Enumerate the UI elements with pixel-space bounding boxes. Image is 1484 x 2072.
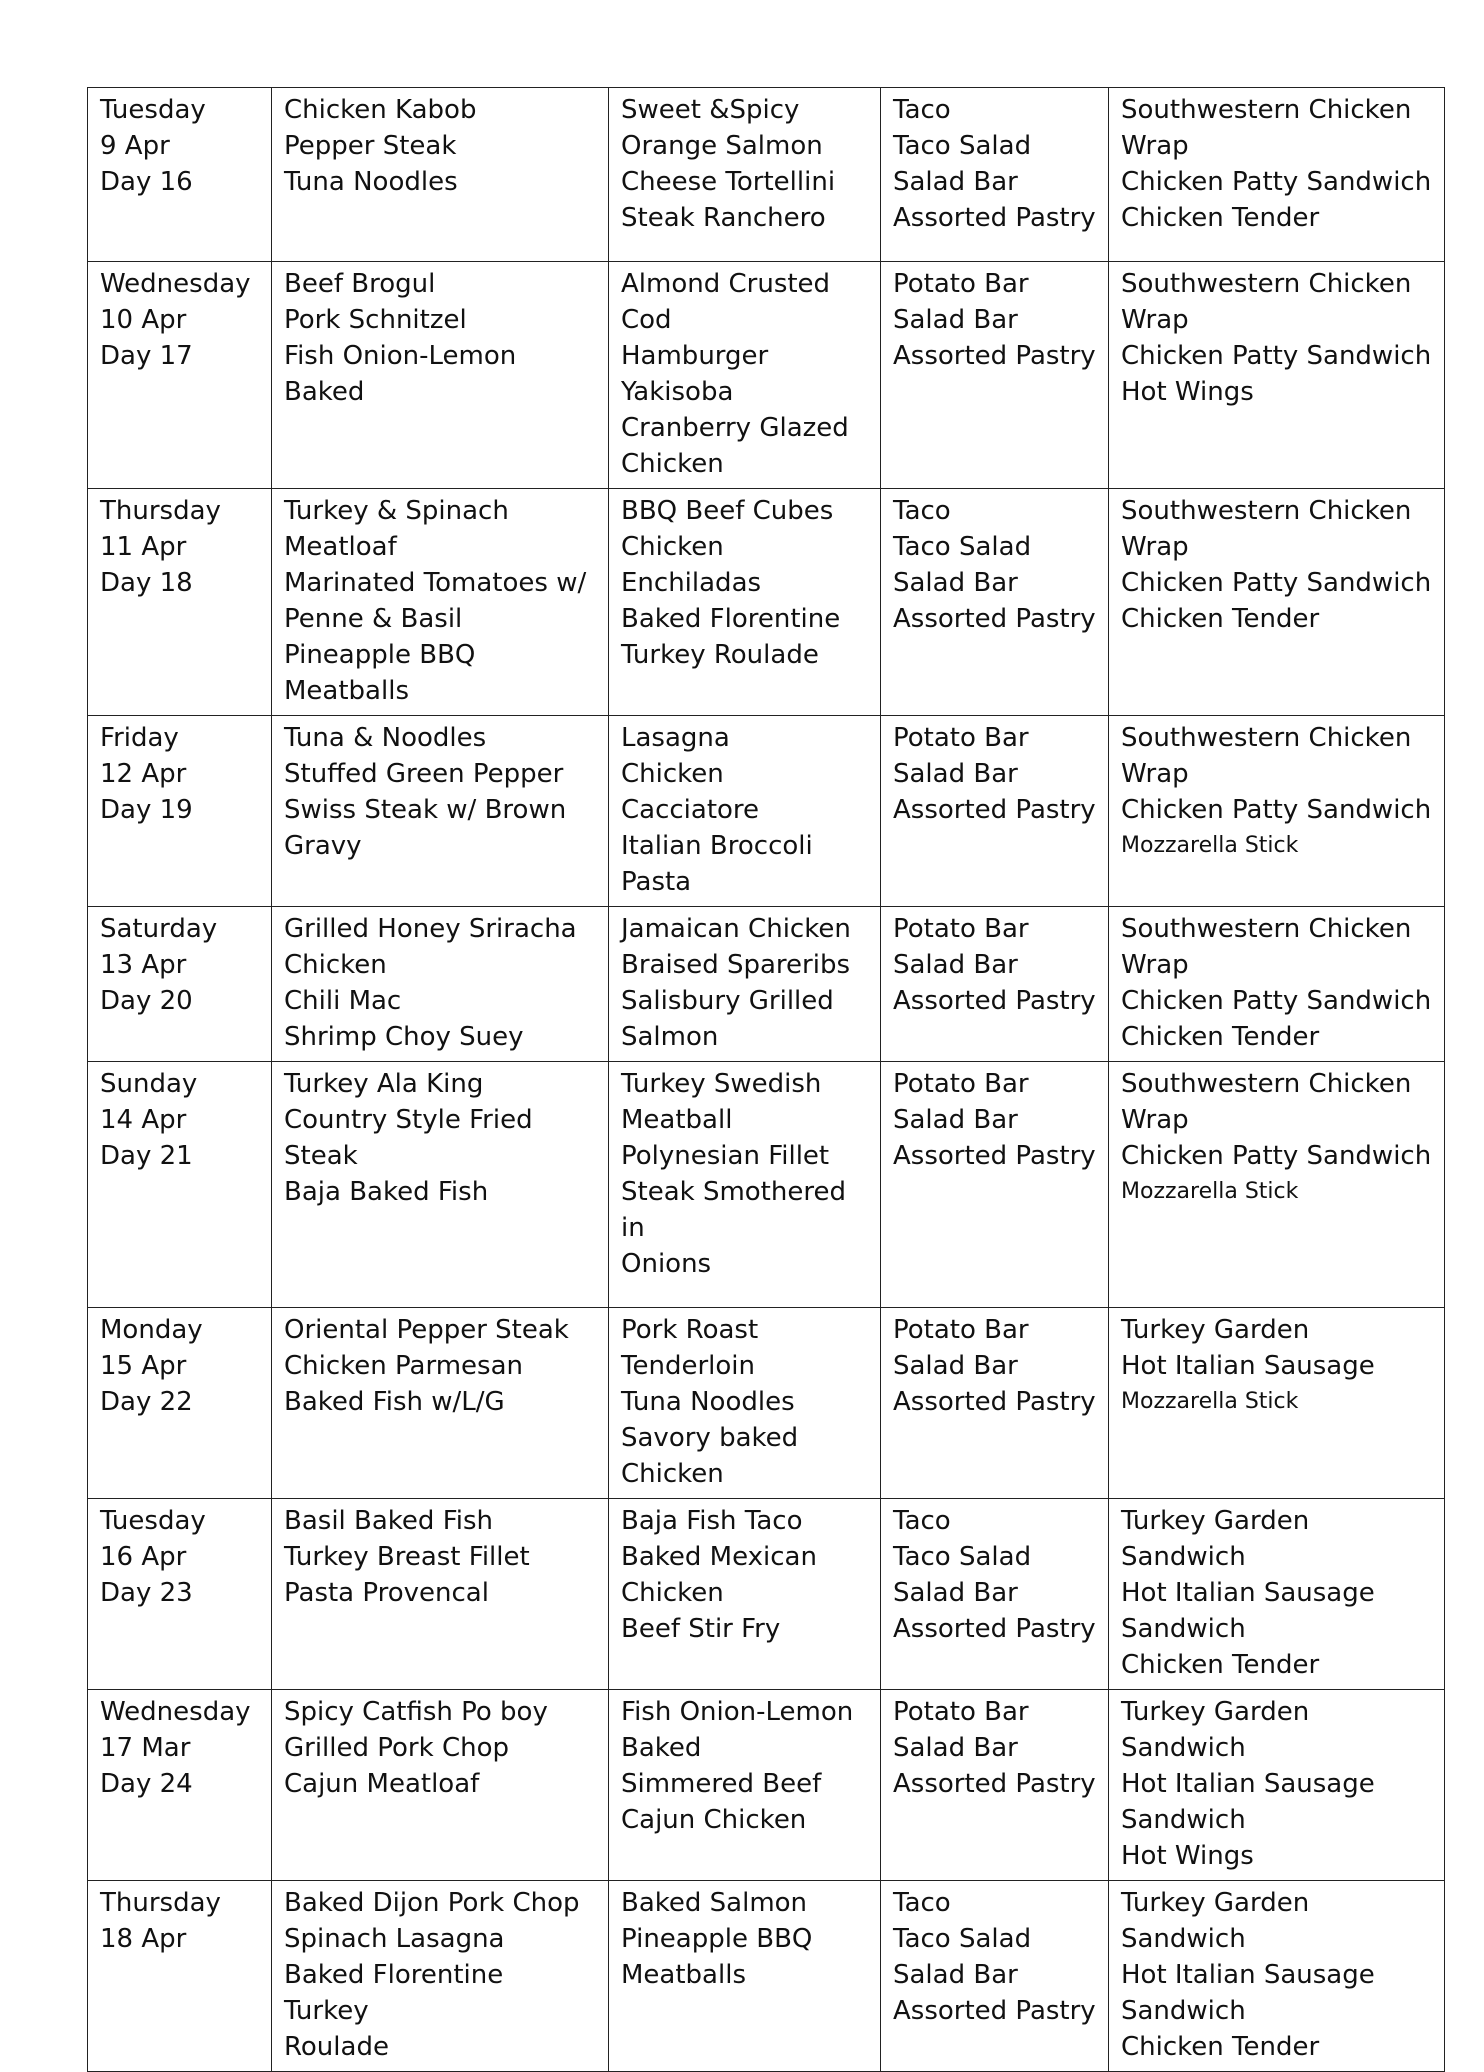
bar-cell [881,489,1109,716]
cell-line: Turkey Garden Sandwich [1121,1697,1310,1763]
cell-line: Chicken Patty Sandwich [1121,341,1432,371]
cell-line: Assorted Pastry [893,1614,1096,1644]
entree-a-cell [272,907,609,1062]
cell-line: Orange Salmon [621,131,823,161]
table-row [88,1062,1445,1308]
entree-a-cell [272,262,609,489]
cell-line: Salisbury Grilled [621,986,834,1016]
cell-line: Chicken Patty Sandwich [1121,167,1432,197]
cell-line: Hot Italian Sausage [1121,1351,1375,1381]
day-cell [88,489,272,716]
cell-line: 12 Apr [100,759,187,789]
cell-line: Assorted Pastry [893,341,1096,371]
cell-line: Savory baked [621,1423,799,1453]
cell-line: Baked Fish w/L/G [284,1387,505,1417]
entree-b-cell [609,1881,881,2072]
cell-line: Chicken Patty Sandwich [1121,986,1432,1016]
cell-line: Assorted Pastry [893,1769,1096,1799]
cell-line: Taco Salad [893,1924,1032,1954]
cell-line: Jamaican Chicken [621,914,851,944]
grill-cell [1109,1062,1445,1308]
cell-line: Salad Bar [893,1351,1018,1381]
bar-cell [881,1062,1109,1308]
cell-line: Baked Mexican [621,1542,817,1572]
cell-line: Assorted Pastry [893,1996,1096,2026]
cell-line: Marinated Tomatoes w/ [284,568,587,598]
cell-line: Wrap [1121,1105,1189,1135]
cell-line: Chicken Patty Sandwich [1121,568,1432,598]
cell-line: 9 Apr [100,131,170,161]
entree-b-cell [609,262,881,489]
bar-cell [881,1690,1109,1881]
menu-table [87,87,1445,2072]
cell-line: Oriental Pepper Steak [284,1315,569,1345]
table-row [88,716,1445,907]
cell-line: Pineapple BBQ [621,1924,813,1954]
cell-line: Cajun Chicken [621,1805,807,1835]
cell-line: Assorted Pastry [893,203,1096,233]
cell-line: Day 23 [100,1578,193,1608]
grill-cell [1109,262,1445,489]
cell-line: Salad Bar [893,759,1018,789]
cell-line: Chicken [621,1459,724,1489]
cell-line: Onions [621,1249,712,1279]
entree-b-cell [609,489,881,716]
cell-line: Wrap [1121,305,1189,335]
cell-line: Spinach Lasagna [284,1924,505,1954]
cell-line: Assorted Pastry [893,986,1096,1016]
cell-line: Southwestern Chicken [1121,269,1412,299]
grill-cell [1109,1690,1445,1881]
day-cell [88,1062,272,1308]
cell-line: Saturday [100,914,218,944]
cell-line: Beef Brogul [284,269,436,299]
cell-line: Southwestern Chicken [1121,723,1412,753]
bar-cell [881,1308,1109,1499]
cell-line: Meatballs [621,1960,746,1990]
cell-line: Chicken Tender [1121,1022,1320,1052]
cell-line: Sunday [100,1069,198,1099]
table-row [88,1690,1445,1881]
cell-line: Potato Bar [893,269,1029,299]
cell-line: Braised Spareribs [621,950,851,980]
day-cell [88,1308,272,1499]
entree-b-cell [609,1308,881,1499]
cell-line: Taco Salad [893,1542,1032,1572]
cell-line: Salad Bar [893,167,1018,197]
cell-line: 17 Mar [100,1733,191,1763]
cell-line: Chicken Cacciatore [621,759,760,825]
cell-line: Swiss Steak w/ Brown [284,795,567,825]
cell-line: Simmered Beef [621,1769,822,1799]
cell-line: Hot Wings [1121,377,1254,407]
day-cell [88,262,272,489]
cell-line: Turkey & Spinach [284,496,509,526]
cell-line: Potato Bar [893,1315,1029,1345]
cell-line: Steak Smothered in [621,1177,846,1243]
entree-b-cell [609,907,881,1062]
cell-line: Salad Bar [893,1578,1018,1608]
cell-line: Chicken Kabob [284,95,477,125]
cell-line: Turkey Ala King [284,1069,484,1099]
cell-line: Hamburger Yakisoba [621,341,769,407]
cell-line: Baked [621,1733,702,1763]
cell-line: Taco Salad [893,131,1032,161]
cell-line: Thursday [100,496,221,526]
cell-line: Potato Bar [893,1697,1029,1727]
cell-line: Fish Onion-Lemon [621,1697,854,1727]
cell-line: Cajun Meatloaf [284,1769,480,1799]
grill-cell [1109,1881,1445,2072]
cell-line: Tenderloin [621,1351,755,1381]
cell-line: Chicken Enchiladas [621,532,762,598]
cell-line: Day 18 [100,568,193,598]
grill-cell [1109,1308,1445,1499]
cell-line: Stuffed Green Pepper [284,759,564,789]
bar-cell [881,1881,1109,2072]
grill-cell [1109,88,1445,262]
cell-line: Day 17 [100,341,193,371]
cell-line: Day 21 [100,1141,193,1171]
cell-line: Southwestern Chicken [1121,914,1412,944]
entree-a-cell [272,88,609,262]
grill-cell [1109,716,1445,907]
cell-line: Wrap [1121,532,1189,562]
table-row [88,489,1445,716]
cell-line: Tuesday [100,95,206,125]
cell-line: Hot Italian Sausage [1121,1960,1375,1990]
cell-line: Meatball [621,1105,733,1135]
cell-line: Chicken Parmesan [284,1351,523,1381]
table-row [88,1308,1445,1499]
cell-line: Beef Stir Fry [621,1614,781,1644]
cell-line: Mozzarella Stick [1121,833,1299,858]
cell-line: Turkey Swedish [621,1069,822,1099]
cell-line: Wrap [1121,950,1189,980]
cell-line: 14 Apr [100,1105,187,1135]
cell-line: 11 Apr [100,532,187,562]
cell-line: Turkey Garden [1121,1315,1310,1345]
cell-line: Baked Florentine [621,604,841,634]
cell-line: Country Style Fried Steak [284,1105,533,1171]
cell-line: Salad Bar [893,1105,1018,1135]
cell-line: Roulade [284,2032,389,2062]
day-cell [88,907,272,1062]
entree-a-cell [272,1881,609,2072]
cell-line: Chicken Tender [1121,604,1320,634]
cell-line: Penne & Basil [284,604,463,634]
cell-line: Hot Italian Sausage [1121,1578,1375,1608]
cell-line: Tuesday [100,1506,206,1536]
entree-a-cell [272,1499,609,1690]
cell-line: Turkey Roulade [621,640,819,670]
cell-line: Almond Crusted Cod [621,269,831,335]
cell-line: Meatloaf [284,532,397,562]
cell-line: Grilled Honey Sriracha [284,914,577,944]
bar-cell [881,716,1109,907]
cell-line: Chicken Tender [1121,2032,1320,2062]
cell-line: 15 Apr [100,1351,187,1381]
cell-line: Pasta Provencal [284,1578,489,1608]
table-row [88,907,1445,1062]
cell-line: Mozzarella Stick [1121,1389,1299,1414]
cell-line: 10 Apr [100,305,187,335]
table-row [88,1881,1445,2072]
cell-line: Salad Bar [893,950,1018,980]
cell-line: Pork Schnitzel [284,305,467,335]
cell-line: Taco [893,496,951,526]
cell-line: Basil Baked Fish [284,1506,494,1536]
cell-line: Chicken [621,449,724,479]
entree-b-cell [609,88,881,262]
cell-line: 13 Apr [100,950,187,980]
cell-line: Salad Bar [893,1733,1018,1763]
entree-b-cell [609,1499,881,1690]
day-cell [88,1499,272,1690]
cell-line: Turkey Garden Sandwich [1121,1888,1310,1954]
cell-line: Chicken Patty Sandwich [1121,1141,1432,1171]
entree-b-cell [609,1690,881,1881]
cell-line: 18 Apr [100,1924,187,1954]
cell-line: Taco [893,95,951,125]
cell-line: Southwestern Chicken [1121,496,1412,526]
bar-cell [881,262,1109,489]
cell-line: Hot Wings [1121,1841,1254,1871]
bar-cell [881,1499,1109,1690]
cell-line: Day 16 [100,167,193,197]
table-row [88,262,1445,489]
cell-line: Salad Bar [893,1960,1018,1990]
bar-cell [881,88,1109,262]
cell-line: Sandwich [1121,1996,1246,2026]
cell-line: Wrap [1121,759,1189,789]
table-row [88,1499,1445,1690]
cell-line: Baja Fish Taco [621,1506,803,1536]
cell-line: Baked Salmon [621,1888,808,1918]
cell-line: Potato Bar [893,914,1029,944]
cell-line: Thursday [100,1888,221,1918]
grill-cell [1109,907,1445,1062]
cell-line: Assorted Pastry [893,795,1096,825]
cell-line: Chicken Tender [1121,1650,1320,1680]
day-cell [88,1690,272,1881]
cell-line: Chili Mac [284,986,402,1016]
cell-line: Pork Roast [621,1315,759,1345]
day-cell [88,716,272,907]
cell-line: Steak Ranchero [621,203,826,233]
cell-line: Day 19 [100,795,193,825]
cell-line: Salad Bar [893,305,1018,335]
cell-line: Monday [100,1315,203,1345]
cell-line: Lasagna [621,723,730,753]
cell-line: Grilled Pork Chop [284,1733,509,1763]
grill-cell [1109,1499,1445,1690]
cell-line: Chicken Patty Sandwich [1121,795,1432,825]
cell-line: Assorted Pastry [893,1141,1096,1171]
cell-line: Hot Italian Sausage [1121,1769,1375,1799]
cell-line: Gravy [284,831,362,861]
entree-a-cell [272,1062,609,1308]
cell-line: Turkey Garden Sandwich [1121,1506,1310,1572]
cell-line: Shrimp Choy Suey [284,1022,524,1052]
cell-line: Turkey Breast Fillet [284,1542,530,1572]
cell-line: Day 22 [100,1387,193,1417]
menu-body [88,88,1445,2072]
cell-line: Cranberry Glazed [621,413,849,443]
cell-line: Pineapple BBQ Meatballs [284,640,476,706]
entree-a-cell [272,716,609,907]
cell-line: Sandwich [1121,1614,1246,1644]
cell-line: Pepper Steak [284,131,457,161]
cell-line: Southwestern Chicken [1121,1069,1412,1099]
entree-b-cell [609,1062,881,1308]
cell-line: Taco [893,1888,951,1918]
entree-a-cell [272,1308,609,1499]
cell-line: Southwestern Chicken [1121,95,1412,125]
cell-line: Day 20 [100,986,193,1016]
entree-a-cell [272,1690,609,1881]
cell-line: Fish Onion-Lemon Baked [284,341,517,407]
cell-line: Wednesday [100,1697,251,1727]
table-row [88,88,1445,262]
bar-cell [881,907,1109,1062]
cell-line: Potato Bar [893,1069,1029,1099]
grill-cell [1109,489,1445,716]
cell-line: Italian Broccoli Pasta [621,831,813,897]
cell-line: Potato Bar [893,723,1029,753]
cell-line: BBQ Beef Cubes [621,496,834,526]
day-cell [88,1881,272,2072]
cell-line: Wrap [1121,131,1189,161]
cell-line: Salmon [621,1022,719,1052]
cell-line: Baked Florentine Turkey [284,1960,504,2026]
cell-line: Tuna & Noodles [284,723,487,753]
entree-a-cell [272,489,609,716]
day-cell [88,88,272,262]
cell-line: Tuna Noodles [284,167,458,197]
cell-line: Sweet &Spicy [621,95,800,125]
cell-line: Baked Dijon Pork Chop [284,1888,580,1918]
cell-line: Chicken [284,950,387,980]
cell-line: Chicken [621,1578,724,1608]
entree-b-cell [609,716,881,907]
cell-line: Baja Baked Fish [284,1177,489,1207]
cell-line: Taco [893,1506,951,1536]
cell-line: Day 24 [100,1769,193,1799]
cell-line: Chicken Tender [1121,203,1320,233]
cell-line: Sandwich [1121,1805,1246,1835]
cell-line: Taco Salad [893,532,1032,562]
cell-line: Cheese Tortellini [621,167,836,197]
cell-line: Friday [100,723,179,753]
cell-line: Salad Bar [893,568,1018,598]
cell-line: Tuna Noodles [621,1387,795,1417]
cell-line: Wednesday [100,269,251,299]
cell-line: Assorted Pastry [893,604,1096,634]
cell-line: Assorted Pastry [893,1387,1096,1417]
cell-line: 16 Apr [100,1542,187,1572]
cell-line: Spicy Catfish Po boy [284,1697,548,1727]
cell-line: Mozzarella Stick [1121,1179,1299,1204]
cell-line: Polynesian Fillet [621,1141,830,1171]
